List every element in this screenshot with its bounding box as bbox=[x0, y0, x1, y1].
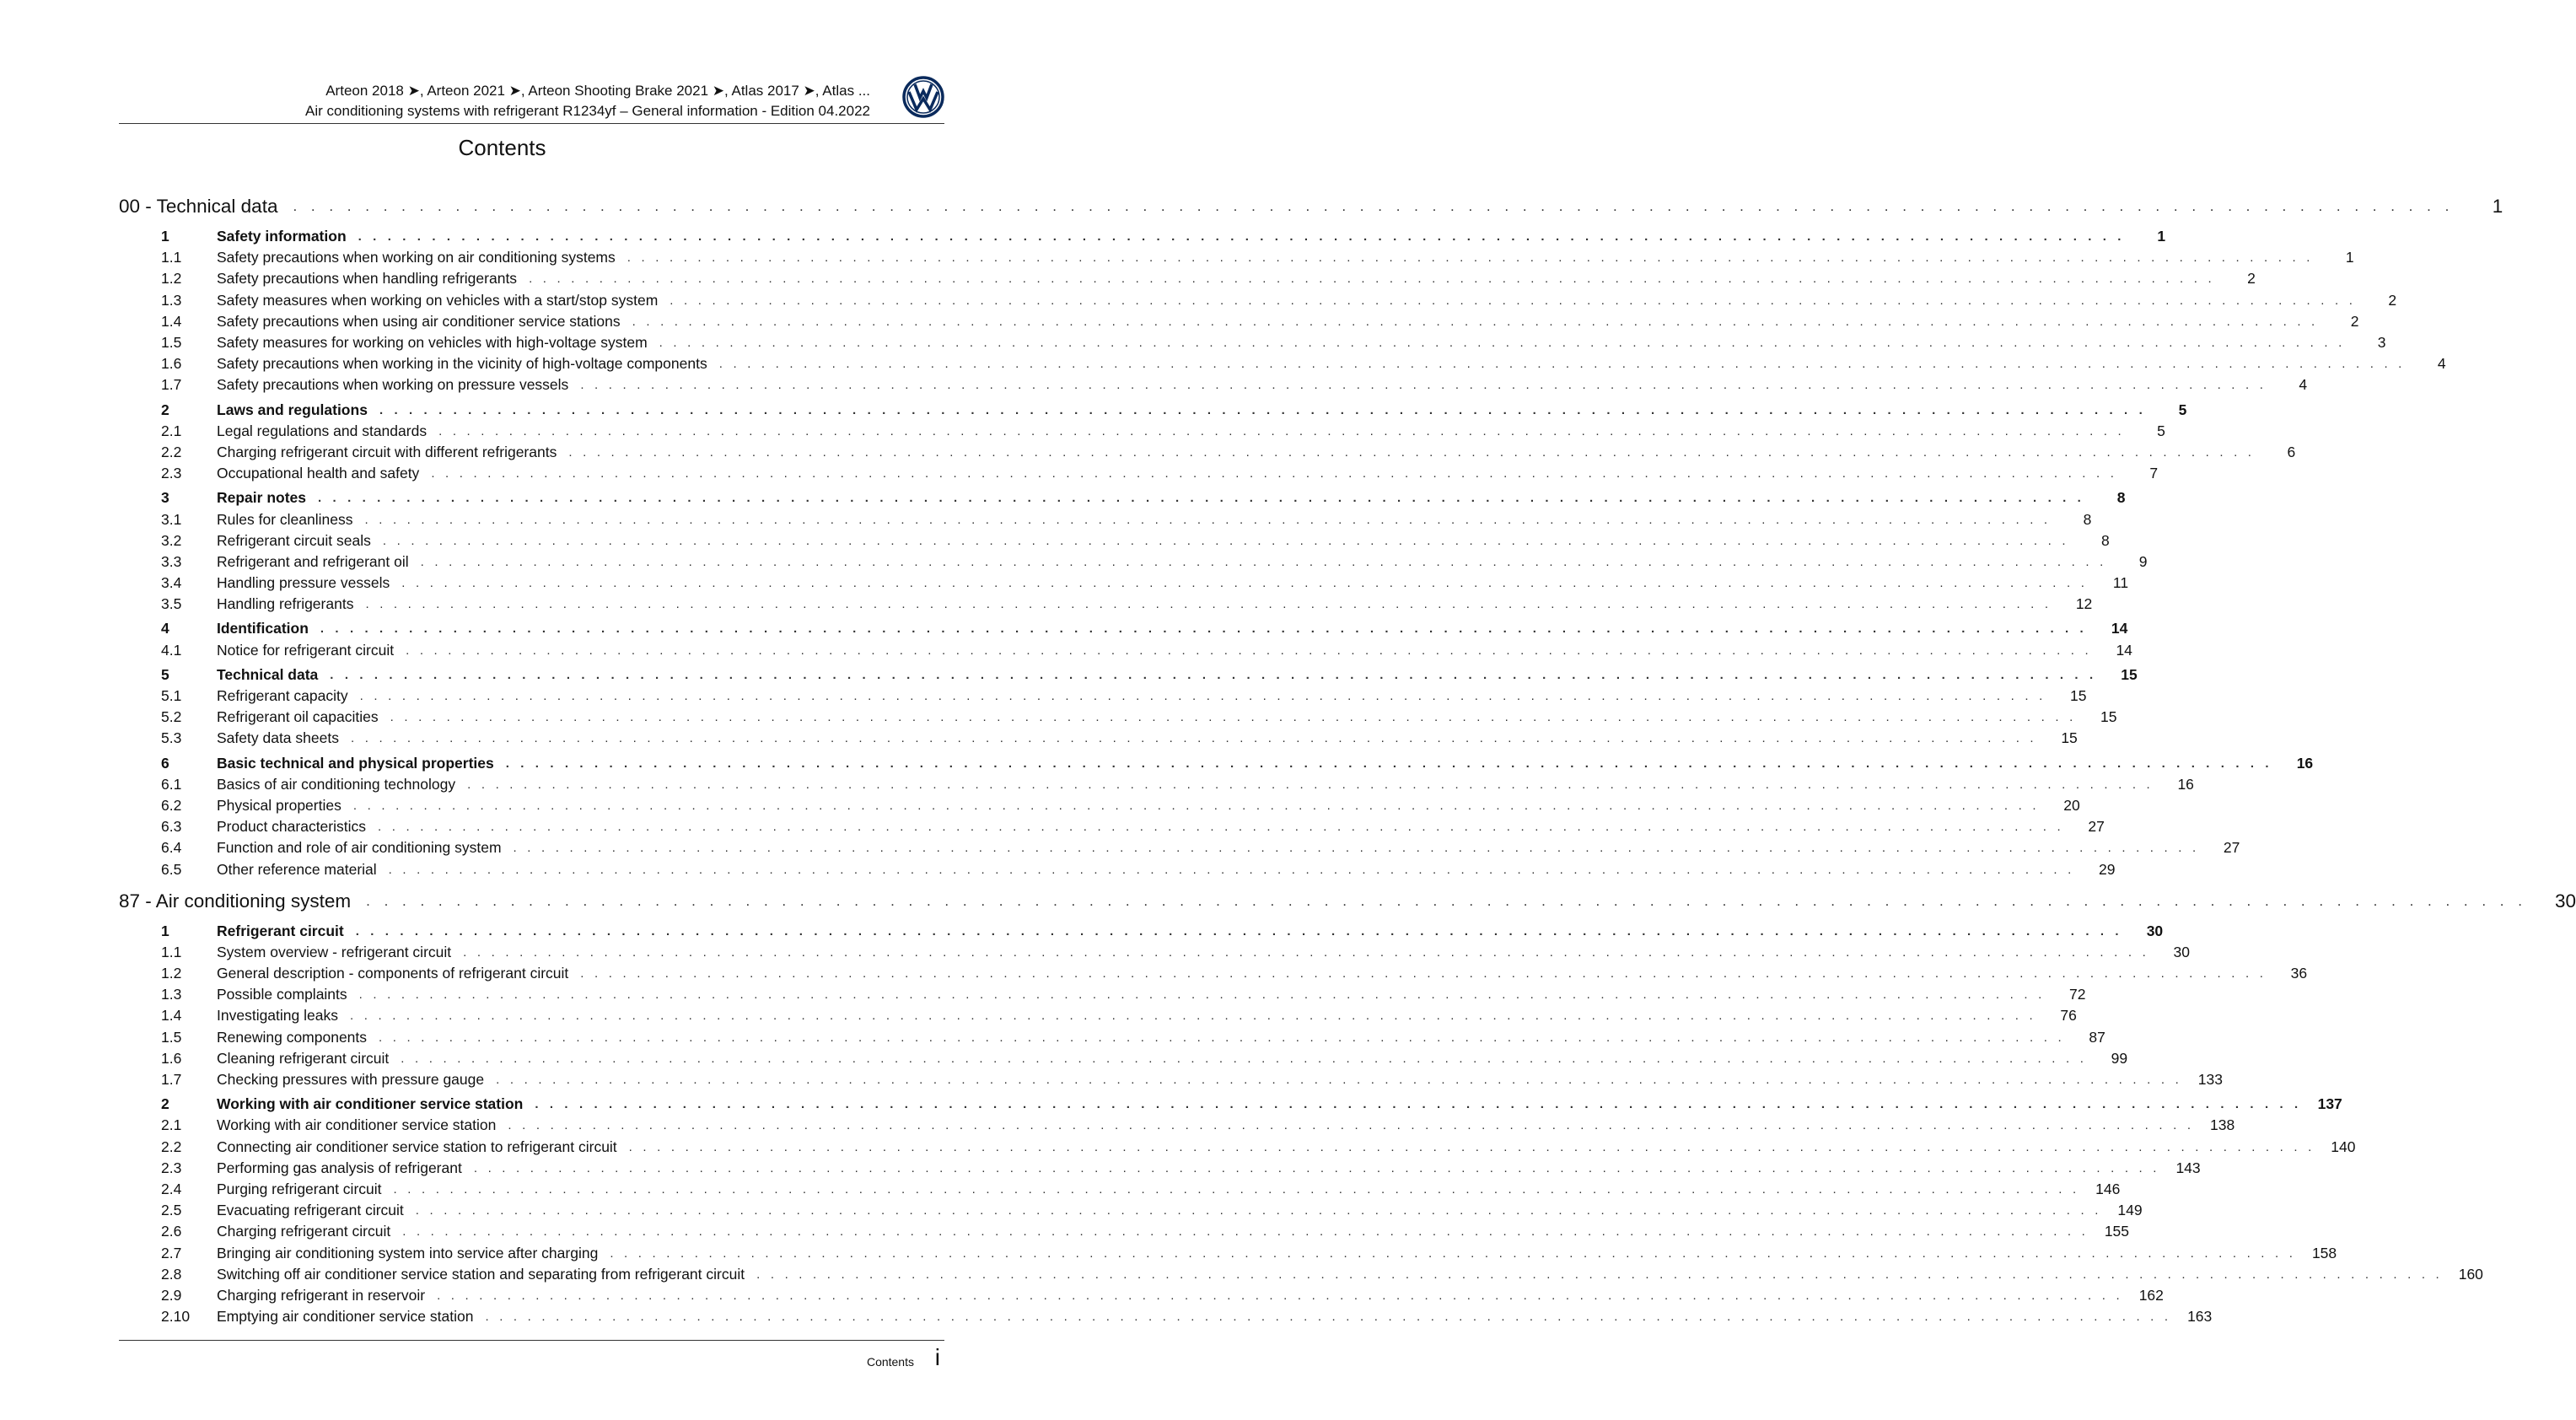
toc-entry-title: Renewing components bbox=[217, 1028, 368, 1046]
toc-leader-dots: . . . . . . . . . . . . . . . . . . . . . . . . . . . . . . . . . . . . . . . . . . . . . . . . . . . . . . . . . . . . . . . . . . . . . . . . . . . . . . . . . . . . . . . . . . . . . . . . . . . . . . . . . . . . . . . . . . . . . . . . bbox=[379, 1030, 2065, 1045]
toc-leader-dots: . . . . . . . . . . . . . . . . . . . . . . . . . . . . . . . . . . . . . . . . . . . . . . . . . . . . . . . . . . . . . . . . . . . . . . . . . . . . . . . . . . . . . . . . . . . . . . . . . . . . . . . . . . . . . . . . . . . . . . . . bbox=[628, 1139, 2315, 1154]
toc-entry-title: Other reference material bbox=[217, 860, 377, 878]
toc-leader-dots: . . . . . . . . . . . . . . . . . . . . . . . . . . . . . . . . . . . . . . . . . . . . . . . . . . . . . . . . . . . . . . . . . . . . . . . . . . . . . . . . . . . . . . . . . . . . . . . . . . . . . . . . . . . . . . . . . . . . . . . . bbox=[508, 1118, 2195, 1133]
toc-entry-number: 3.2 bbox=[161, 531, 182, 549]
toc-entry-number: 6.2 bbox=[161, 796, 182, 814]
toc-page-number: 133 bbox=[2197, 1071, 2223, 1089]
toc-leader-dots: . . . . . . . . . . . . . . . . . . . . . . . . . . . . . . . . . . . . . . . . . . . . . . . . . . . . . . . . . . . . . . . . . . . . . . . . . . . . . . . . . . . . . . . . . . . . . . . . . . . . . . . . . . . . . . . . . . . . . . . . bbox=[467, 777, 2154, 792]
toc-leader-dots: . . . . . . . . . . . . . . . . . . . . . . . . . . . . . . . . . . . . . . . . . . . . . . . . . . . . . . . . . . . . . . . . . . . . . . . . . . . . . . . . . . . . . . . . . . . . . . . . . . . . . . . . . . . . . . . . . . . . . . . . bbox=[756, 1267, 2443, 1282]
toc-entry-number: 1 bbox=[161, 922, 169, 939]
toc-entry-number: 6.4 bbox=[161, 839, 182, 857]
toc-item-entry[interactable] bbox=[119, 332, 2386, 353]
toc-leader-dots: . . . . . . . . . . . . . . . . . . . . . . . . . . . . . . . . . . . . . . . . . . . . . . . . . . . . . . . . . . . . . . . . . . . . . . . . . . . . . . . . . . . . . . . . . . . . . . . . . . . . . . . . . . . . . . . . . . . . . . . . bbox=[659, 336, 2346, 351]
toc-item-entry[interactable] bbox=[119, 268, 2256, 289]
toc-entry-title: Safety precautions when working in the vicinity of high-voltage components bbox=[217, 355, 707, 373]
toc-entry-title: Safety information bbox=[217, 228, 347, 245]
toc-leader-dots: . . . . . . . . . . . . . . . . . . . . . . . . . . . . . . . . . . . . . . . . . . . . . . . . . . . . . . . . . . . . . . . . . . . . . . . . . . . . . . . . . . . . . . . . . . . . . . . . . . . . . . . . . . . . . . . . . . . . . . . . bbox=[610, 1245, 2297, 1261]
toc-item-entry[interactable] bbox=[119, 1179, 2121, 1200]
toc-leader-dots: . . . . . . . . . . . . . . . . . . . . . . . . . . . . . . . . . . . . . . . . . . . . . . . . . . . . . . . . . . . . . . . . . . . . . . . . . . . . . . . . . . . . . . . . . . . . . . . . . . . . . . . . . . . . . . . . . . . . . . . . bbox=[632, 314, 2319, 329]
toc-page-number: 76 bbox=[2060, 1007, 2077, 1025]
toc-leader-dots: . . . . . . . . . . . . . . . . . . . . . . . . . . . . . . . . . . . . . . . . . . . . . . . . . . . . . . . . . . . . . . . . . . . . . . . . . . . . . . . . . . . . . . . . . . . . . . . . . . . . . . . . . . . . . . . . . . . . . . . . bbox=[580, 966, 2267, 982]
toc-entry-title: 00 - Technical data bbox=[119, 196, 278, 217]
toc-page-number: 15 bbox=[2061, 729, 2078, 747]
toc-item-entry[interactable] bbox=[119, 728, 2078, 749]
toc-item-entry[interactable] bbox=[119, 942, 2190, 963]
page-title: Contents bbox=[458, 135, 546, 160]
toc-entry-title: Laws and regulations bbox=[217, 401, 368, 418]
toc-entry-title: Basic technical and physical properties bbox=[217, 754, 494, 772]
toc-entry-title: Emptying air conditioner service station bbox=[217, 1308, 474, 1326]
toc-item-entry[interactable] bbox=[119, 374, 2308, 395]
toc-entry-number: 5 bbox=[161, 665, 169, 683]
toc-entry-number: 6.1 bbox=[161, 775, 182, 793]
toc-entry-number: 1.4 bbox=[161, 1007, 182, 1025]
toc-leader-dots: . . . . . . . . . . . . . . . . . . . . . . . . . . . . . . . . . . . . . . . . . . . . . . . . . . . . . . . . . . . . . . . . . . . . . . . . . . . . . . . . . . . . . . . . . . . . . . . . . . . . . . . . . . . . . . . . . . . . . . . . bbox=[401, 576, 2089, 591]
toc-leader-dots: . . . . . . . . . . . . . . . . . . . . . . . . . . . . . . . . . . . . . . . . . . . . . . . . . . . . . . . . . . . . . . . . . . . . . . . . . . . . . . . . . . . . . . . . . . . . . . . . . . . . . . . . . . . . . . . . . . . . . . . . bbox=[318, 491, 2085, 506]
toc-entry-title: Safety data sheets bbox=[217, 729, 339, 747]
toc-item-entry[interactable] bbox=[119, 311, 2359, 332]
header-vehicles: Arteon 2018 ➤, Arteon 2021 ➤, Arteon Shooting Brake 2021 ➤, Atlas 2017 ➤, Atlas ... bbox=[325, 83, 870, 99]
toc-leader-dots: . . . . . . . . . . . . . . . . . . . . . . . . . . . . . . . . . . . . . . . . . . . . . . . . . . . . . . . . . . . . . . . . . . . . . . . . . . . . . . . . . . . . . . . . . . . . . . . . . . . . . . . . . . . . . . . . . . . . . . . . bbox=[365, 597, 2052, 612]
toc-leader-dots: . . . . . . . . . . . . . . . . . . . . . . . . . . . . . . . . . . . . . . . . . . . . . . . . . . . . . . . . . . . . . . . . . . . . . . . . . . . . . . . . . . . . . . . . . . . . . . . . . . . . . . . . . . . . . . . . . . . . . . . . bbox=[505, 756, 2273, 771]
toc-page-number: 15 bbox=[2100, 708, 2117, 726]
toc-entry-number: 4 bbox=[161, 620, 169, 637]
toc-entry-number: 3.5 bbox=[161, 595, 182, 613]
toc-chapter-entry[interactable] bbox=[119, 885, 2576, 917]
toc-entry-number: 3.3 bbox=[161, 552, 182, 570]
toc-leader-dots: . . . . . . . . . . . . . . . . . . . . . . . . . . . . . . . . . . . . . . . . . . . . . . . . . . . . . . . . . . . . . . . . . . . . . . . . . . . . . . . . . . . . . . . . . . . . . . . . . . . . . . . . . . . . . . . . . . . . . . . . bbox=[568, 444, 2256, 460]
toc-entry-title: Working with air conditioner service station bbox=[217, 1095, 524, 1113]
toc-item-entry[interactable] bbox=[119, 1306, 2213, 1327]
toc-page-number: 1 bbox=[2157, 228, 2166, 245]
toc-item-entry[interactable] bbox=[119, 508, 2092, 530]
toc-page-number: 143 bbox=[2175, 1159, 2201, 1176]
toc-page-number: 163 bbox=[2187, 1308, 2213, 1326]
toc-leader-dots: . . . . . . . . . . . . . . . . . . . . . . . . . . . . . . . . . . . . . . . . . . . . . . . . . . . . . . . . . . . . . . . . . . . . . . . . . . . . . . . . . . . . . . . . . . . . . . . . . . . . . . . . . . . . . . . . . . . . . . . . bbox=[437, 1288, 2123, 1303]
toc-page-number: 7 bbox=[2149, 465, 2159, 482]
toc-entry-title: Working with air conditioner service station bbox=[217, 1116, 497, 1134]
toc-leader-dots: . . . . . . . . . . . . . . . . . . . . . . . . . . . . . . . . . . . . . . . . . . . . . . . . . . . . . . . . . . . . . . . . . . . . . . . . . . . . . . . . . . . . . . . . . . . . . . . . . . . . . . . . . . . . . . . . . . . . . . . . bbox=[364, 512, 2052, 527]
toc-page-number: 16 bbox=[2177, 775, 2194, 793]
toc-page-number: 1 bbox=[2345, 249, 2354, 266]
toc-entry-number: 6.3 bbox=[161, 818, 182, 836]
toc-entry-number: 1.2 bbox=[161, 965, 182, 982]
toc-entry-title: Safety precautions when working on air conditioning systems bbox=[217, 249, 616, 266]
toc-page-number: 30 bbox=[2173, 943, 2190, 960]
toc-item-entry[interactable] bbox=[119, 816, 2105, 837]
toc-leader-dots: . . . . . . . . . . . . . . . . . . . . . . . . . . . . . . . . . . . . . . . . . . . . . . . . . . . . . . . . . . . . . . . . . . . . . . . . . . . . . . . . . . . . . . . . . . . . . . . . . . . . . . . . . . . . . . . . . . . . . . . . bbox=[379, 402, 2147, 417]
toc-leader-dots: . . . . . . . . . . . . . . . . . . . . . . . . . . . . . . . . . . . . . . . . . . . . . . . . . . . . . . . . . . . . . . . . . . . . . . . . . . . . . . . . . . . . . . . . . . . . . . . . . . . . . . . . . . . . . . . . . . . . . . . . bbox=[670, 293, 2357, 308]
toc-item-entry[interactable] bbox=[119, 442, 2296, 463]
toc-entry-number: 2.1 bbox=[161, 422, 182, 439]
toc-entry-number: 2 bbox=[161, 401, 169, 418]
vw-logo-icon bbox=[902, 76, 944, 118]
toc-leader-dots: . . . . . . . . . . . . . . . . . . . . . . . . . . . . . . . . . . . . . . . . . . . . . . . . . . . . . . . . . . . . . . . . . . . . . . . . . . . . . . . . . . . . . . . . . . . . . . . . . . . . . . . . . . . . . . . . . . . . . . . . bbox=[401, 1051, 2088, 1066]
toc-entry-number: 1.4 bbox=[161, 312, 182, 330]
toc-page-number: 149 bbox=[2117, 1202, 2143, 1219]
toc-entry-title: Investigating leaks bbox=[217, 1007, 338, 1025]
toc-item-entry[interactable] bbox=[119, 1242, 2337, 1263]
toc-entry-number: 1 bbox=[161, 228, 169, 245]
toc-item-entry[interactable] bbox=[119, 594, 2093, 615]
toc-entry-number: 1.1 bbox=[161, 943, 182, 960]
toc-section-entry[interactable] bbox=[119, 1094, 2342, 1115]
toc-page-number: 15 bbox=[2121, 665, 2138, 683]
toc-leader-dots: . . . . . . . . . . . . . . . . . . . . . . . . . . . . . . . . . . . . . . . . . . . . . . . . . . . . . . . . . . . . . . . . . . . . . . . . . . . . . . . . . . . . . . . . . . . . . . . . . . . . . . . . . . . . . . . . . . . . . . . . bbox=[580, 378, 2267, 393]
toc-page-number: 137 bbox=[2317, 1095, 2342, 1113]
toc-leader-dots: . . . . . . . . . . . . . . . . . . . . . . . . . . . . . . . . . . . . . . . . . . . . . . . . . . . . . . . . . . . . . . . . . . . . . . . . . . . . . . . . . . . . . . . . . . . . . . . . . . . . . . . . . . . . . . . . . . . . . . . . bbox=[420, 554, 2107, 569]
toc-leader-dots: . . . . . . . . . . . . . . . . . . . . . . . . . . . . . . . . . . . . . . . . . . . . . . . . . . . . . . . . . . . . . . . . . . . . . . . . . . . . . . . . . . . . . . . . . . . . . . . . . . . . . . . . . . . . . . . . . . . . . . . . bbox=[513, 841, 2200, 856]
toc-item-entry[interactable] bbox=[119, 1115, 2235, 1136]
toc-entry-title: Refrigerant circuit seals bbox=[217, 531, 371, 549]
toc-page-number: 9 bbox=[2138, 552, 2148, 570]
toc-entry-title: Occupational health and safety bbox=[217, 465, 420, 482]
toc-page-number: 14 bbox=[2116, 641, 2132, 659]
toc-entry-title: Product characteristics bbox=[217, 818, 367, 836]
toc-entry-number: 2.1 bbox=[161, 1116, 182, 1134]
toc-leader-dots: . . . . . . . . . . . . . . . . . . . . . . . . . . . . . . . . . . . . . . . . . . . . . . . . . . . . . . . . . . . . . . . . . . . . . . . . . . . . . . . . . . . . . . . . . . . . . . . . . . . . . . . . . . . . . . . . . . . . . . . . bbox=[393, 1181, 2080, 1197]
toc-leader-dots: . . . . . . . . . . . . . . . . . . . . . . . . . . . . . . . . . . . . . . . . . . . . . . . . . . . . . . . . . . . . . . . . . . . . . . . . . . . . . . . . . . . . . . . . . . . . . . . . . . . . . . . . . . . . . . . . . . . . . . . . bbox=[463, 944, 2149, 960]
toc-leader-dots: . . . . . . . . . . . . . . . . . . . . . . . . . . . . . . . . . . . . . . . . . . . . . . . . . . . . . . . . . . . . . . . . . . . . . . . . . . . . . . . . . . . . . . . . . . . . . . . . . . . . . . . . . . . . . . . . . . . . . . . . bbox=[359, 689, 2046, 704]
toc-item-entry[interactable] bbox=[119, 530, 2110, 551]
toc-entry-number: 1.3 bbox=[161, 986, 182, 1003]
toc-entry-number: 2.2 bbox=[161, 443, 182, 460]
toc-item-entry[interactable] bbox=[119, 640, 2132, 661]
toc-item-entry[interactable] bbox=[119, 1264, 2483, 1285]
toc-page-number: 36 bbox=[2290, 965, 2308, 982]
toc-leader-dots: . . . . . . . . . . . . . . . . . . . . . . . . . . . . . . . . . . . . . . . . . . . . . . . . . . . . . . . . . . . . . . . . . . . . . . . . . . . . . . . . . . . . . . . . . . . . . . . . . . . . . . . . . . . . . . . . . . . . . . . . bbox=[378, 820, 2064, 835]
toc-item-entry[interactable] bbox=[119, 551, 2148, 573]
toc-entry-number: 5.3 bbox=[161, 729, 182, 747]
toc-leader-dots: . . . . . . . . . . . . . . . . . . . . . . . . . . . . . . . . . . . . . . . . . . . . . . . . . . . . . . . . . . . . . . . . . . . . . . . . . . . . . . . . . . . . . . . . . . . . . . . . . . . . . . . . . . . . . . . . . . . . . . . . bbox=[330, 667, 2097, 682]
toc-page-number: 12 bbox=[2075, 595, 2093, 613]
toc-leader-dots: . . . . . . . . . . . . . . . . . . . . . . . . . . . . . . . . . . . . . . . . . . . . . . . . . . . . . . . . . . . . . . . . . . . . . . . . . . . . . . . . . . . . . . . . . . . . . . . . . . . . . . . . . . . . . . . . . . . . . . . . bbox=[352, 798, 2040, 813]
toc-leader-dots: . . . . . . . . . . . . . . . . . . . . . . . . . . . . . . . . . . . . . . . . . . . . . . . . . . . . . . . . . . . . . . . . . . . . . . . . . . . . . . . . . . . . . . . . . . . . . . . . . . . . . . . . . . . . . . . . . . . . . . . . bbox=[529, 272, 2215, 287]
toc-page-number: 5 bbox=[2178, 401, 2187, 418]
toc-page-number: 20 bbox=[2063, 796, 2080, 814]
toc-entry-title: Refrigerant circuit bbox=[217, 922, 344, 939]
toc-item-entry[interactable] bbox=[119, 963, 2308, 984]
toc-page-number: 27 bbox=[2223, 839, 2240, 857]
toc-entry-number: 2.10 bbox=[161, 1308, 191, 1326]
toc-page-number: 15 bbox=[2070, 687, 2087, 705]
header-subtitle: Air conditioning systems with refrigerant R1234yf – General information - Edition 04.2022 bbox=[305, 103, 870, 119]
page-header bbox=[119, 76, 944, 123]
toc-entry-number: 1.5 bbox=[161, 334, 182, 352]
toc-page-number: 30 bbox=[2554, 890, 2576, 912]
toc-page-number: 29 bbox=[2099, 860, 2116, 878]
toc-page-number: 158 bbox=[2311, 1244, 2337, 1261]
toc-item-entry[interactable] bbox=[119, 353, 2446, 374]
toc-entry-title: Evacuating refrigerant circuit bbox=[217, 1202, 404, 1219]
header-divider bbox=[119, 123, 944, 124]
toc-entry-title: General description - components of refrigerant circuit bbox=[217, 965, 569, 982]
toc-entry-number: 1.6 bbox=[161, 355, 182, 373]
toc-entry-title: Handling pressure vessels bbox=[217, 574, 390, 592]
toc-page-number: 27 bbox=[2088, 818, 2105, 836]
toc-item-entry[interactable] bbox=[119, 1158, 2201, 1179]
toc-entry-number: 1.6 bbox=[161, 1049, 182, 1067]
toc-section-entry[interactable] bbox=[119, 226, 2166, 247]
toc-leader-dots: . . . . . . . . . . . . . . . . . . . . . . . . . . . . . . . . . . . . . . . . . . . . . . . . . . . . . . . . . . . . . . . . . . . . . . . . . . . . . . . . . . . . . . . . . . . . . . . . . . . . . . . . . . . . . . . . . . . . . . . . bbox=[415, 1203, 2102, 1218]
toc-page-number: 2 bbox=[2247, 270, 2256, 288]
toc-page-number: 14 bbox=[2111, 620, 2128, 637]
toc-item-entry[interactable] bbox=[119, 247, 2354, 268]
toc-entry-title: Checking pressures with pressure gauge bbox=[217, 1071, 485, 1089]
toc-page-number: 146 bbox=[2095, 1180, 2121, 1197]
toc-leader-dots: . . . . . . . . . . . . . . . . . . . . . . . . . . . . . . . . . . . . . . . . . . . . . . . . . . . . . . . . . . . . . . . . . . . . . . . . . . . . . . . . . . . . . . . . . . . . . . . . . . . . . . . . . . . . . . . . . . . . . . . . bbox=[718, 357, 2406, 372]
toc-section-entry[interactable] bbox=[119, 921, 2164, 942]
toc-page-number: 8 bbox=[2116, 489, 2126, 507]
toc-page-number: 138 bbox=[2209, 1116, 2235, 1134]
toc-item-entry[interactable] bbox=[119, 1005, 2077, 1026]
toc-entry-title: Physical properties bbox=[217, 796, 341, 814]
toc-entry-number: 1.5 bbox=[161, 1028, 182, 1046]
toc-item-entry[interactable] bbox=[119, 707, 2117, 728]
toc-entry-title: Charging refrigerant circuit with different refrigerants bbox=[217, 443, 557, 460]
toc-entry-title: System overview - refrigerant circuit bbox=[217, 943, 452, 960]
toc-item-entry[interactable] bbox=[119, 1027, 2105, 1048]
toc-item-entry[interactable] bbox=[119, 1069, 2223, 1090]
toc-leader-dots: . . . . . . . . . . . . . . . . . . . . . . . . . . . . . . . . . . . . . . . . . . . . . . . . . . . . . . . . . . . . . . . . . . . . . . . . . . . . . . . . . . . . . . . . . . . . . . . . . . . . . . . . . . . . . . . . . . . . . . . . bbox=[390, 710, 2077, 725]
toc-entry-number: 2.4 bbox=[161, 1180, 182, 1197]
toc-entry-number: 3.1 bbox=[161, 510, 182, 528]
toc-item-entry[interactable] bbox=[119, 1048, 2128, 1069]
toc-entry-title: Charging refrigerant circuit bbox=[217, 1223, 391, 1240]
table-of-contents bbox=[119, 191, 2576, 1327]
toc-entry-number: 3 bbox=[161, 489, 169, 507]
toc-entry-number: 5.1 bbox=[161, 687, 182, 705]
toc-page-number: 8 bbox=[2100, 531, 2110, 549]
toc-leader-dots: . . . . . . . . . . . . . . . . . . . . . . . . . . . . . . . . . . . . . . . . . . . . . . . . . . . . . . . . . . . . . . . . . . . . . . . . . . . . . . . . . . . . . . . . . . . . . . . . . . . . . . . . . . . . . . . . . . . . . . . . bbox=[485, 1310, 2172, 1325]
toc-leader-dots: . . . . . . . . . . . . . . . . . . . . . . . . . . . . . . . . . . . . . . . . . . . . . . . . . . . . . . . . . . . . . . . . . . . . . . . . . . . . . . . . . . . . . . . . . . . . . . . . . . . . . . . . . . . . . . . . . . . . . . . . bbox=[431, 466, 2118, 481]
toc-entry-title: Switching off air conditioner service station and separating from refrigerant circuit bbox=[217, 1265, 745, 1283]
toc-item-entry[interactable] bbox=[119, 984, 2086, 1005]
toc-leader-dots: . . . . . . . . . . . . . . . . . . . . . . . . . . . . . . . . . . . . . . . . . . . . . . . . . . . . . . . . . . . . . . . . . . . . . . . . . . . . . . . . . . . . . . . . . . . . . . . . . . . . . . . . . . . . . . . . . . . . . . . . bbox=[388, 862, 2075, 877]
toc-page-number: 4 bbox=[2299, 376, 2308, 394]
footer-page-number: i bbox=[934, 1344, 940, 1370]
toc-entry-number: 2.3 bbox=[161, 1159, 182, 1176]
toc-entry-title: 87 - Air conditioning system bbox=[119, 890, 352, 912]
toc-entry-title: Handling refrigerants bbox=[217, 595, 354, 613]
toc-entry-title: Basics of air conditioning technology bbox=[217, 775, 456, 793]
toc-entry-title: Identification bbox=[217, 620, 309, 637]
toc-leader-dots: . . . . . . . . . . . . . . . . . . . . . . . . . . . . . . . . . . . . . . . . . . . . . . . . . . . . . . . . . . . . . . . . . . . . . . . . . . . . . . . . . . . . . . . . . . . . . . . . . . . . . . . . . . . . . . . . . . . . . . . . bbox=[402, 1224, 2089, 1240]
toc-section-entry[interactable] bbox=[119, 753, 2314, 774]
toc-leader-dots: . . . . . . . . . . . . . . . . . . . . . . . . . . . . . . . . . . . . . . . . . . . . . . . . . . . . . . . . . . . . . . . . . . . . . . . . . . . . . . . . . . . . . . . . . . . . . . . . . . . . . . . . . . . . . . . . . . . . . . . . bbox=[355, 923, 2123, 939]
toc-leader-dots: . . . . . . . . . . . . . . . . . . . . . . . . . . . . . . . . . . . . . . . . . . . . . . . . . . . . . . . . . . . . . . . . . . . . . . . . . . . . . . . . . . . . . . . . . . . . . . . . . . . . . . . . . . . . . . . . . . . . . . . . bbox=[473, 1160, 2160, 1175]
toc-entry-number: 2.7 bbox=[161, 1244, 182, 1261]
toc-entry-number: 1.7 bbox=[161, 376, 182, 394]
toc-leader-dots: . . . . . . . . . . . . . . . . . . . . . . . . . . . . . . . . . . . . . . . . . . . . . . . . . . . . . . . . . . . . . . . . . . . . . . . . . . . . . . . . . . . . . . . . . . . . . . . . . . . . . . . . . . . . . . . . . . . . . . . . bbox=[627, 250, 2314, 266]
toc-item-entry[interactable] bbox=[119, 1285, 2164, 1306]
toc-entry-number: 6.5 bbox=[161, 860, 182, 878]
toc-chapter-group bbox=[119, 191, 2503, 880]
toc-entry-title: Bringing air conditioning system into service after charging bbox=[217, 1244, 599, 1261]
toc-entry-title: Safety measures when working on vehicles with a start/stop system bbox=[217, 291, 659, 309]
toc-section-entry[interactable] bbox=[119, 664, 2138, 686]
toc-page-number: 2 bbox=[2388, 291, 2397, 309]
toc-entry-title: Rules for cleanliness bbox=[217, 510, 353, 528]
toc-entry-number: 4.1 bbox=[161, 641, 182, 659]
toc-item-entry[interactable] bbox=[119, 573, 2129, 594]
toc-entry-title: Technical data bbox=[217, 665, 319, 683]
toc-leader-dots: . . . . . . . . . . . . . . . . . . . . . . . . . . . . . . . . . . . . . . . . . . . . . . . . . . . . . . . . . . . . . . . . . . . . . . . . . . . . . . . . . . . . . . . . . . . . . . . . . . . . . . . . . . . . . . . . . . . . . . . . bbox=[382, 533, 2069, 548]
toc-item-entry[interactable] bbox=[119, 858, 2116, 879]
toc-leader-dots: . . . . . . . . . . . . . . . . . . . . . . . . . . . . . . . . . . . . . . . . . . . . . . . . . . . . . . . . . . . . . . . . . . . . . . . . . . . . . . . . . . . . . . . . . . . . . . . . . . . . . . . . . . . . . . . . . . . . . . . . bbox=[358, 229, 2126, 245]
toc-item-entry[interactable] bbox=[119, 795, 2080, 816]
toc-entry-number: 6 bbox=[161, 754, 169, 772]
toc-entry-number: 1.7 bbox=[161, 1071, 182, 1089]
toc-page-number: 140 bbox=[2331, 1138, 2356, 1155]
toc-entry-title: Possible complaints bbox=[217, 986, 347, 1003]
toc-page-number: 6 bbox=[2287, 443, 2296, 460]
toc-leader-dots: . . . . . . . . . . . . . . . . . . . . . . . . . . . . . . . . . . . . . . . . . . . . . . . . . . . . . . . . . . . . . . . . . . . . . . . . . . . . . . . . . . . . . . . . . . . . . . . . . . . . . . . . . . . . . . . . . . . . . . . . bbox=[320, 621, 2088, 637]
toc-page-number: 4 bbox=[2437, 355, 2446, 373]
toc-entry-title: Repair notes bbox=[217, 489, 306, 507]
toc-page-number: 87 bbox=[2089, 1028, 2105, 1046]
toc-entry-number: 5.2 bbox=[161, 708, 182, 726]
toc-section-entry[interactable] bbox=[119, 618, 2128, 639]
toc-leader-dots: . . . . . . . . . . . . . . . . . . . . . . . . . . . . . . . . . . . . . . . . . . . . . . . . . . . . . . . . . . . . . . . . . . . . . . . . . . . . . . . . . . . . . . . . . . . . . . . . . . . . . . . . . . . . . . . . . . . . . . . . bbox=[496, 1073, 2182, 1088]
toc-entry-number: 2.6 bbox=[161, 1223, 182, 1240]
toc-entry-title: Safety precautions when handling refrigerants bbox=[217, 270, 518, 288]
toc-page-number: 8 bbox=[2083, 510, 2092, 528]
toc-leader-dots: . . . . . . . . . . . . . . . . . . . . . . . . . . . . . . . . . . . . . . . . . . . . . . . . . . . . . . . . . . . . . . . . . . . . . . . . . . . . . . . . . . . . . . . . . . . . . . . . . . . . . . . . . . . . . . . . . . . . . . . . bbox=[406, 643, 2092, 658]
toc-entry-title: Refrigerant and refrigerant oil bbox=[217, 552, 409, 570]
toc-entry-title: Safety measures for working on vehicles with high-voltage system bbox=[217, 334, 648, 352]
toc-entry-title: Safety precautions when using air conditioner service stations bbox=[217, 312, 621, 330]
toc-leader-dots: . . . . . . . . . . . . . . . . . . . . . . . . . . . . . . . . . . . . . . . . . . . . . . . . . . . . . . . . . . . . . . . . . . . . . . . . . . . . . . . . . . . . . . . . . . . . . . . . . . . . . . . . . . . . . . . . . . . . . . . . bbox=[438, 423, 2125, 438]
toc-chapter-entry[interactable] bbox=[119, 191, 2503, 223]
toc-item-entry[interactable] bbox=[119, 837, 2240, 858]
toc-page-number: 5 bbox=[2157, 422, 2165, 439]
toc-leader-dots: . . . . . . . . . . . . . . . . . . . . . . . . . . . . . . . . . . . . . . . . . . . . . . . . . . . . . . . . . . . . . . . . . . . . . . . . . . . . . . . . . . . . . . . . . . . . . . . . . . . . . . . . . . . . . . . . . . . . . . . . bbox=[350, 731, 2037, 746]
toc-entry-number: 1.2 bbox=[161, 270, 182, 288]
toc-section-entry[interactable] bbox=[119, 400, 2187, 421]
toc-item-entry[interactable] bbox=[119, 463, 2159, 484]
toc-leader-dots: . . . . . . . . . . . . . . . . . . . . . . . . . . . . . . . . . . . . . . . . . . . . . . . . . . . . . . . . . . . . . . . . . . . . . . . . . . . . . . . . . . . . . . . . . . . . . . . . . . . . . . . . . . . . . . . . . . . . . . . . bbox=[358, 987, 2046, 1003]
toc-item-entry[interactable] bbox=[119, 1137, 2356, 1158]
toc-page-number: 99 bbox=[2111, 1049, 2128, 1067]
toc-entry-title: Notice for refrigerant circuit bbox=[217, 641, 395, 659]
toc-entry-title: Refrigerant oil capacities bbox=[217, 708, 379, 726]
toc-item-entry[interactable] bbox=[119, 774, 2194, 795]
toc-entry-number: 2.8 bbox=[161, 1265, 182, 1283]
toc-page-number: 72 bbox=[2069, 986, 2086, 1003]
toc-page-number: 160 bbox=[2458, 1265, 2483, 1283]
toc-entry-title: Charging refrigerant in reservoir bbox=[217, 1286, 426, 1304]
toc-entry-number: 2.2 bbox=[161, 1138, 182, 1155]
toc-entry-title: Performing gas analysis of refrigerant bbox=[217, 1159, 462, 1176]
toc-page-number: 3 bbox=[2377, 334, 2386, 352]
toc-entry-number: 2.5 bbox=[161, 1202, 182, 1219]
toc-chapter-group bbox=[119, 885, 2576, 1328]
toc-page-number: 16 bbox=[2296, 754, 2314, 772]
toc-item-entry[interactable] bbox=[119, 1221, 2130, 1242]
toc-entry-number: 1.1 bbox=[161, 249, 182, 266]
toc-entry-title: Purging refrigerant circuit bbox=[217, 1180, 382, 1197]
toc-page-number: 30 bbox=[2146, 922, 2164, 939]
toc-entry-number: 1.3 bbox=[161, 291, 182, 309]
toc-section-entry[interactable] bbox=[119, 487, 2126, 508]
toc-page-number: 11 bbox=[2112, 574, 2129, 592]
toc-entry-title: Refrigerant capacity bbox=[217, 687, 348, 705]
toc-entry-number: 2 bbox=[161, 1095, 169, 1113]
toc-entry-title: Safety precautions when working on pressure vessels bbox=[217, 376, 569, 394]
toc-page-number: 162 bbox=[2138, 1286, 2164, 1304]
toc-page-number: 2 bbox=[2350, 312, 2359, 330]
toc-entry-title: Cleaning refrigerant circuit bbox=[217, 1049, 390, 1067]
toc-entry-number: 2.9 bbox=[161, 1286, 182, 1304]
toc-leader-dots: . . . . . . . . . . . . . . . . . . . . . . . . . . . . . . . . . . . . . . . . . . . . . . . . . . . . . . . . . . . . . . . . . . . . . . . . . . . . . . . . . . . . . . . . . . . . . . . . . . . . . . . . . . . . . . . . . . . . . . . . bbox=[535, 1097, 2302, 1112]
toc-entry-number: 3.4 bbox=[161, 574, 182, 592]
toc-leader-dots: . . . . . . . . . . . . . . . . . . . . . . . . . . . . . . . . . . . . . . . . . . . . . . . . . . . . . . . . . . . . . . . . . . . . . . . . . . . . . . . . . . . . . . . . . . . . . . . . . . . . . . . . . . . . . . . . . . . . . . . . bbox=[349, 1009, 2036, 1024]
toc-leader-dots: . . . . . . . . . . . . . . . . . . . . . . . . . . . . . . . . . . . . . . . . . . . . . . . . . . . . . . . . . . . . . . . . . . . . . . . . . . . . . . . . . . . . . . . . . . . . . . . . . . . . . . . . . . . . . . . . . . . . . . . . bbox=[293, 198, 2455, 214]
toc-item-entry[interactable] bbox=[119, 421, 2165, 442]
toc-page-number: 1 bbox=[2492, 196, 2503, 217]
footer-label: Contents bbox=[866, 1355, 914, 1369]
toc-item-entry[interactable] bbox=[119, 686, 2087, 707]
toc-entry-title: Connecting air conditioner service station to refrigerant circuit bbox=[217, 1138, 617, 1155]
toc-page-number: 155 bbox=[2104, 1223, 2130, 1240]
footer-divider bbox=[119, 1340, 944, 1341]
toc-entry-title: Function and role of air conditioning system bbox=[217, 839, 502, 857]
toc-entry-title: Legal regulations and standards bbox=[217, 422, 428, 439]
toc-item-entry[interactable] bbox=[119, 290, 2397, 311]
toc-item-entry[interactable] bbox=[119, 1200, 2143, 1221]
toc-leader-dots: . . . . . . . . . . . . . . . . . . . . . . . . . . . . . . . . . . . . . . . . . . . . . . . . . . . . . . . . . . . . . . . . . . . . . . . . . . . . . . . . . . . . . . . . . . . . . . . . . . . . . . . . . . . . . . . . . . . . . . . . bbox=[366, 892, 2527, 909]
toc-entry-number: 2.3 bbox=[161, 465, 182, 482]
